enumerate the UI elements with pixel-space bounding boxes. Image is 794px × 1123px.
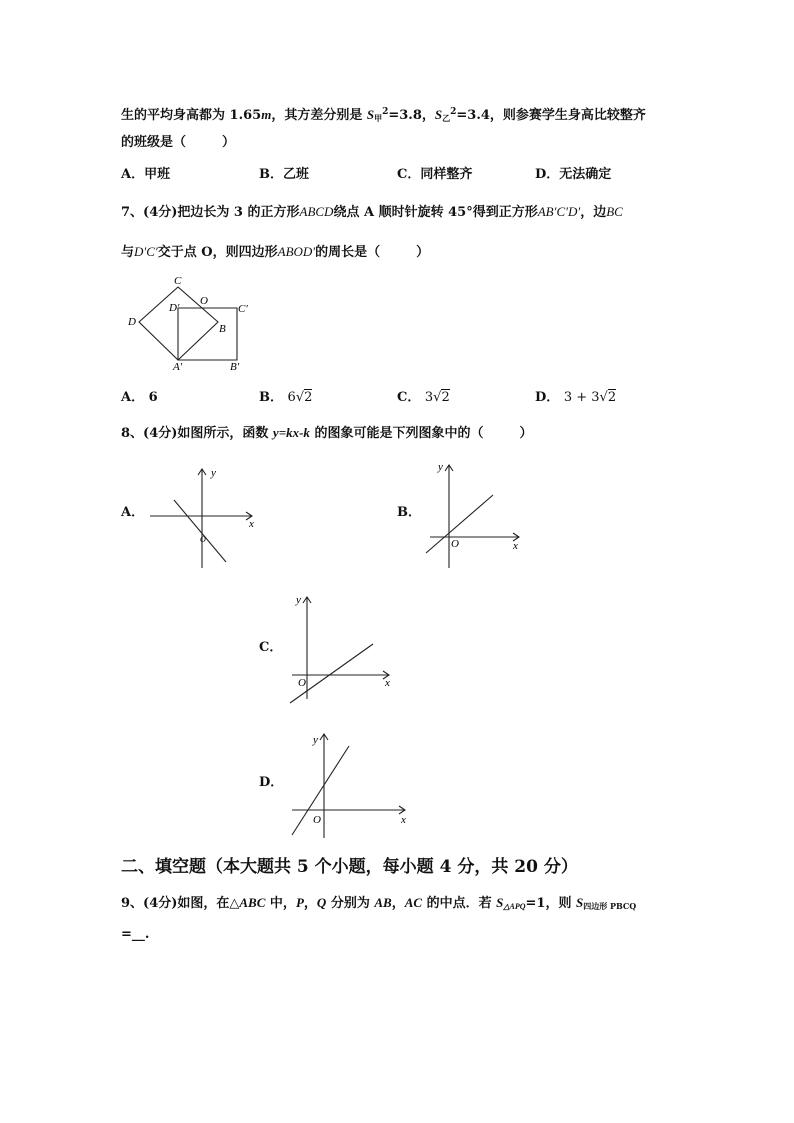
q7-square2: AB′C′D′ xyxy=(537,204,581,219)
q8-graph-a[interactable] xyxy=(148,466,260,570)
q9-ab: AB xyxy=(374,895,392,910)
graph-line xyxy=(426,495,493,553)
option-letter: C． xyxy=(397,167,421,182)
x-label: x xyxy=(401,814,406,826)
q6-line1 xyxy=(121,104,646,126)
q9-line2 xyxy=(121,927,149,943)
q9-s2: S xyxy=(575,895,584,910)
q6-s1-sup: 2 xyxy=(382,107,389,117)
q6-option-d[interactable] xyxy=(535,167,611,183)
q6-line2 xyxy=(121,135,235,151)
sqrt-sign: √ xyxy=(599,390,608,405)
sqrt-sign: √ xyxy=(433,390,442,405)
y-label: y xyxy=(211,467,216,479)
q9-text-d: 的中点．若 xyxy=(422,896,497,911)
q9-q: Q xyxy=(316,895,327,910)
q8-line xyxy=(121,425,532,442)
q8-option-b-label[interactable]: B． xyxy=(397,505,421,520)
section-heading: 二、填空题（本大题共 5 个小题，每小题 4 分，共 20 分） xyxy=(121,857,578,877)
q8-line-end: ） xyxy=(519,426,533,441)
q9-s1-sub: △APQ xyxy=(503,902,526,911)
label-c: C xyxy=(174,275,182,287)
q7-option-a[interactable] xyxy=(121,390,158,406)
q9-sep2: ， xyxy=(391,896,405,911)
q8-graph-b[interactable] xyxy=(424,460,526,570)
option-text: 甲班 xyxy=(144,167,171,182)
label-o: O xyxy=(200,295,208,307)
q7-option-c[interactable] xyxy=(397,390,450,406)
q7-option-b[interactable] xyxy=(259,390,312,406)
option-letter: C． xyxy=(397,390,421,405)
option-coef: 6 xyxy=(287,390,296,405)
graph-line xyxy=(174,500,226,562)
option-text: 乙班 xyxy=(283,167,310,182)
q8-function: y=kx-k xyxy=(272,425,310,440)
q6-line2-text: 的班级是（ xyxy=(121,135,187,150)
y-label: y xyxy=(296,594,301,606)
q8-option-d-label[interactable]: D． xyxy=(259,775,284,790)
q9-sep1: ， xyxy=(303,896,317,911)
q6-s1: S xyxy=(366,107,375,122)
q9-text-b: 中， xyxy=(265,896,296,911)
origin-label: O xyxy=(200,535,206,544)
q9-p: P xyxy=(295,895,304,910)
option-text: 6 xyxy=(148,390,158,405)
radicand: 2 xyxy=(304,390,313,405)
option-coef: 3 xyxy=(424,390,434,405)
q9-line1 xyxy=(121,895,636,915)
q7-text-b: 绕点 A 顺时针旋转 45°得到正方形 xyxy=(333,205,538,220)
q9-answer-blank[interactable]: =__. xyxy=(121,927,150,942)
x-label: x xyxy=(513,540,518,552)
label-c-prime: C′ xyxy=(238,303,248,315)
y-label: y xyxy=(313,734,318,746)
q6-s1-val: =3.8， xyxy=(388,108,435,123)
q6-unit-m: m xyxy=(261,107,272,122)
q9-s1-val: =1，则 xyxy=(525,896,576,911)
q7-abcd: ABCD xyxy=(299,204,334,219)
label-a-prime: A′ xyxy=(173,361,183,373)
q6-option-a[interactable] xyxy=(121,167,170,183)
q6-option-b[interactable] xyxy=(259,167,309,183)
q8-graph-d[interactable] xyxy=(286,731,410,839)
q8-text-b: 的图象可能是下列图象中的（ xyxy=(309,426,484,441)
q6-s2-sub: 乙 xyxy=(442,113,451,123)
q7-abod: ABOD′ xyxy=(277,244,316,259)
q8-graph-c[interactable] xyxy=(286,591,394,705)
radicand: 2 xyxy=(607,390,617,405)
q6-s2-val: =3.4，则参赛学生身高比较整齐 xyxy=(456,108,646,123)
option-letter: D． xyxy=(535,167,560,182)
x-label: x xyxy=(249,518,254,530)
label-b-prime: B′ xyxy=(230,361,240,373)
q7-bc: BC xyxy=(606,204,623,219)
q6-s2: S xyxy=(434,107,443,122)
label-d: D xyxy=(128,316,136,328)
q7-text-2b: 交于点 O，则四边形 xyxy=(157,245,278,260)
q6-text-a: 生的平均身高都为 1.65 xyxy=(121,108,262,123)
option-letter: D． xyxy=(535,390,560,405)
q6-option-c[interactable] xyxy=(397,167,472,183)
q9-s2-sub: 四边形 PBCQ xyxy=(583,901,637,911)
q6-text-b: ，其方差分别是 xyxy=(271,108,367,123)
q7-dc: D′C′ xyxy=(134,244,158,259)
label-d-prime: D′ xyxy=(169,302,180,314)
q9-text-a: 9、(4分)如图，在△ xyxy=(121,896,240,911)
option-text: 无法确定 xyxy=(559,167,612,182)
radicand: 2 xyxy=(441,390,450,405)
q9-text-c: 分别为 xyxy=(326,896,375,911)
origin-label: O xyxy=(313,814,321,826)
q8-option-a-label[interactable]: A． xyxy=(121,505,145,520)
q7-line2 xyxy=(121,244,429,261)
q7-line2-end: ） xyxy=(416,245,430,260)
q7-text-2c: 的周长是（ xyxy=(315,245,381,260)
q6-line2-end: ） xyxy=(222,135,236,150)
q8-text-a: 8、(4分)如图所示，函数 xyxy=(121,426,273,441)
q7-text-2a: 与 xyxy=(121,245,135,260)
q7-text-c: ，边 xyxy=(580,205,607,220)
q9-ac: AC xyxy=(404,895,423,910)
q9-abc: ABC xyxy=(239,895,266,910)
option-text: 同样整齐 xyxy=(420,167,473,182)
q6-s1-sub: 甲 xyxy=(374,113,383,123)
option-letter: A． xyxy=(121,167,145,182)
sqrt-sign: √ xyxy=(295,390,305,405)
graph-line xyxy=(290,644,373,703)
q7-line1 xyxy=(121,204,623,221)
q7-figure xyxy=(120,272,250,372)
label-b: B xyxy=(219,323,226,335)
origin-label: O xyxy=(451,538,459,550)
q9-s1: S xyxy=(496,895,504,910)
q8-option-c-label[interactable]: C． xyxy=(259,640,283,655)
option-letter: A． xyxy=(121,390,145,405)
origin-label: O xyxy=(298,677,306,689)
q6-s2-sup: 2 xyxy=(450,107,457,117)
option-letter: B． xyxy=(259,390,283,405)
q7-option-d[interactable] xyxy=(535,390,616,406)
option-coef: 3 + 3 xyxy=(563,390,600,405)
y-label: y xyxy=(438,461,443,473)
q7-text-a: 7、(4分)把边长为 3 的正方形 xyxy=(121,205,300,220)
x-label: x xyxy=(385,677,390,689)
option-letter: B． xyxy=(259,167,283,182)
